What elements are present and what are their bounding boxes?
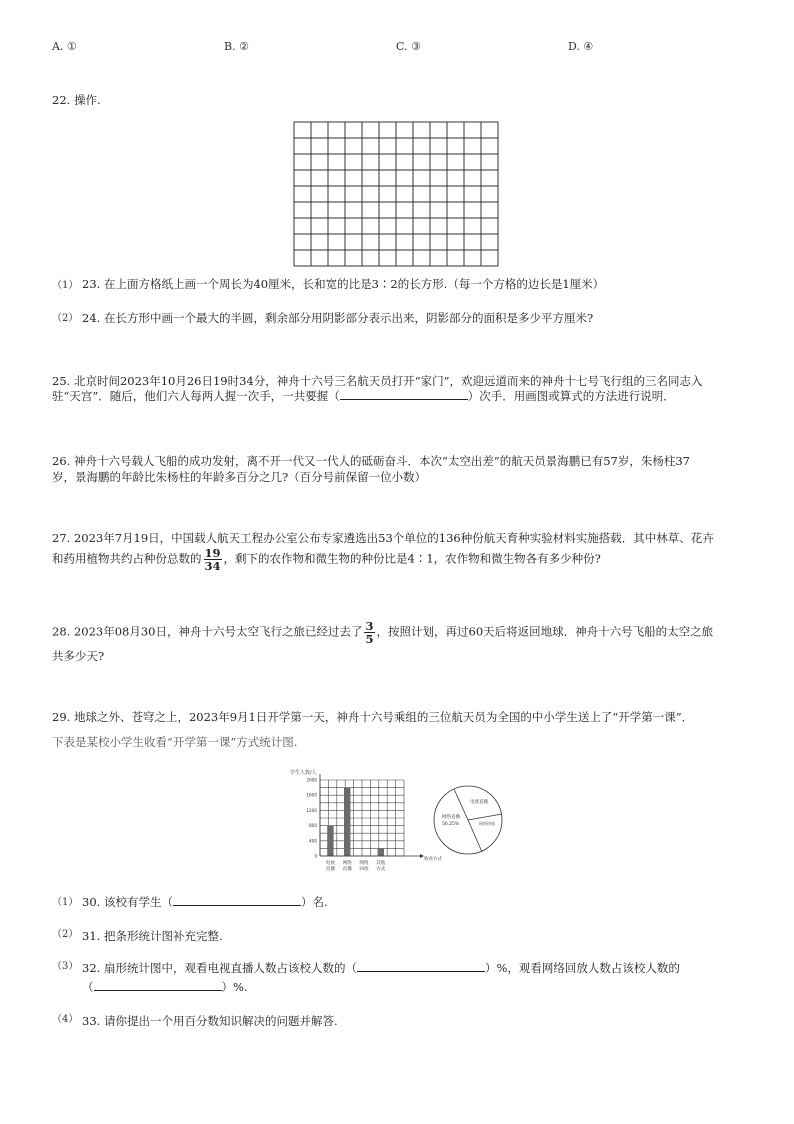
y-tick-label: 1600 bbox=[306, 792, 317, 798]
y-axis-label: 学生人数/人 bbox=[290, 770, 317, 776]
question-28-line2: 共多少天? bbox=[52, 649, 105, 663]
option-c: C. ③ bbox=[396, 40, 421, 53]
sub-marker-1: （1） bbox=[52, 280, 79, 291]
question-22: 22. 操作. bbox=[52, 93, 101, 107]
bar-chart bbox=[290, 769, 442, 872]
question-25-text-a: 驻“天宫”．随后，他们六人每两人握一次手，一共要握（ bbox=[52, 389, 340, 403]
question-32-text-c: （ bbox=[82, 980, 94, 994]
y-tick-label: 400 bbox=[309, 838, 317, 844]
x-axis-label: 收看方式 bbox=[424, 857, 442, 862]
bar bbox=[344, 788, 350, 856]
question-26-line2: 岁，景海鹏的年龄比朱杨柱的年龄多百分之几?（百分号前保留一位小数） bbox=[52, 470, 427, 484]
question-32-text-b: ）%，观看网络回放人数占该校人数的 bbox=[484, 961, 680, 975]
x-tick-label: 回放 bbox=[359, 867, 369, 872]
fraction-19-34 bbox=[204, 547, 222, 572]
sub-marker-5: （3） bbox=[52, 961, 79, 972]
question-31: 31. 把条形统计图补充完整. bbox=[82, 929, 223, 943]
answer-blank-25[interactable] bbox=[340, 387, 468, 400]
bar bbox=[378, 848, 384, 856]
question-27-line1: 27. 2023年7月19日，中国载人航天工程办公室公布专家遴选出53个单位的136种份航天育种实验材料实施搭载．其中林草、花卉 bbox=[52, 531, 714, 545]
sub-marker-6: （4） bbox=[52, 1014, 79, 1025]
x-tick-label: 网络 bbox=[342, 861, 352, 866]
x-tick-label: 其他 bbox=[376, 861, 386, 866]
question-26-line1: 26. 神舟十六号载人飞船的成功发射，离不开一代又一代人的砥砺奋斗．本次“太空出差”的航天员景海鹏已有57岁，朱杨柱37 bbox=[52, 454, 690, 468]
question-23: 23. 在上面方格纸上画一个周长为40厘米，长和宽的比是3∶2的长方形.（每一个方格的边长是1厘米） bbox=[82, 277, 605, 291]
fraction-numerator: 19 bbox=[204, 546, 221, 560]
question-30-text-b: ）名. bbox=[300, 895, 328, 909]
option-a: A. ① bbox=[52, 40, 77, 53]
question-28-text-a: 28. 2023年08月30日，神舟十六号太空飞行之旅已经过去了 bbox=[52, 624, 363, 639]
question-29-line2: 下表是某校小学生收看“开学第一课”方式统计图. bbox=[52, 735, 298, 749]
question-30-text-a: 30. 该校有学生（ bbox=[82, 895, 173, 909]
fraction-denominator: 5 bbox=[365, 632, 374, 646]
x-tick-label: 电视 bbox=[325, 861, 336, 866]
sub-marker-3: （1） bbox=[52, 897, 79, 908]
question-25-text-b: ）次手．用画图或算式的方法进行说明． bbox=[467, 389, 675, 403]
question-28-line1 bbox=[52, 620, 752, 645]
question-32-text-d: ）%. bbox=[221, 980, 248, 994]
x-tick-label: 直播 bbox=[325, 867, 336, 872]
answer-blank-30[interactable] bbox=[173, 893, 301, 906]
pie-label-net-live: 网络直播 bbox=[442, 815, 460, 820]
answer-blank-32-replay[interactable] bbox=[94, 978, 222, 991]
x-tick-label: 方式 bbox=[376, 867, 386, 872]
answer-blank-32-tv[interactable] bbox=[357, 959, 485, 972]
fraction-3-5 bbox=[364, 620, 374, 645]
x-tick-label: 网络 bbox=[359, 861, 369, 866]
question-25-line2 bbox=[52, 385, 752, 407]
option-b: B. ② bbox=[224, 40, 249, 53]
fraction-denominator: 34 bbox=[204, 559, 221, 573]
pie-value-net-live: 56.25% bbox=[442, 822, 460, 827]
fraction-numerator: 3 bbox=[365, 619, 374, 633]
question-32-line2 bbox=[82, 976, 782, 998]
option-d: D. ④ bbox=[568, 40, 594, 53]
y-tick-label: 2000 bbox=[306, 777, 317, 783]
question-27-text-b: ，剩下的农作物和微生物的种份比是4∶1，农作物和微生物各有多少种份? bbox=[223, 551, 601, 566]
bar bbox=[327, 826, 333, 856]
pie-chart bbox=[434, 786, 502, 854]
y-tick-label: 0 bbox=[314, 853, 317, 859]
y-tick-label: 800 bbox=[309, 823, 317, 829]
question-33: 33. 请你提出一个用百分数知识解决的问题并解答. bbox=[82, 1014, 338, 1028]
question-27-text-a: 和药用植物共约占种份总数的 bbox=[52, 551, 202, 566]
statistics-charts bbox=[282, 768, 542, 883]
question-27-line2 bbox=[52, 547, 752, 572]
question-30 bbox=[82, 891, 782, 913]
x-tick-label: 直播 bbox=[342, 867, 352, 872]
y-tick-label: 1200 bbox=[306, 807, 317, 813]
sub-marker-2: （2） bbox=[52, 313, 79, 324]
sub-marker-4: （2） bbox=[52, 929, 79, 940]
question-28-text-b: ，按照计划，再过60天后将返回地球．神舟十六号飞船的太空之旅 bbox=[376, 624, 714, 639]
question-32-text-a: 32. 扇形统计图中，观看电视直播人数占该校人数的（ bbox=[82, 961, 357, 975]
question-24: 24. 在长方形中画一个最大的半圆，剩余部分用阴影部分表示出来，阴影部分的面积是多少平方厘米? bbox=[82, 311, 594, 325]
pie-label-net-replay: 网络回放 bbox=[479, 821, 495, 826]
question-25-line1: 25. 北京时间2023年10月26日19时34分，神舟十六号三名航天员打开“家门”，欢迎远道而来的神舟十七号飞行组的三名同志入 bbox=[52, 374, 703, 388]
grid-paper bbox=[293, 121, 499, 270]
pie-label-tv-live: 电视直播 bbox=[470, 800, 488, 805]
question-29-line1: 29. 地球之外、苍穹之上，2023年9月1日开学第一天，神舟十六号乘组的三位航天员为全国的中小学生送上了“开学第一课”． bbox=[52, 710, 694, 724]
